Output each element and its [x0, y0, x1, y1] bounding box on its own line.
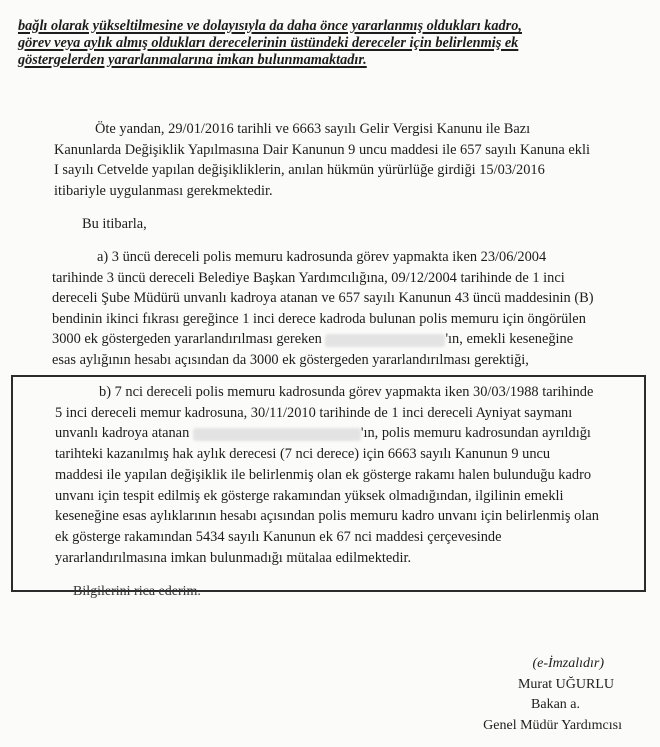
text-fragment: 'ın, emekli keseneğine: [445, 331, 574, 348]
text-line: 5 inci dereceli memur kadrosuna, 30/11/2010 tarihinde de 1 inci dereceli Ayniyat saymanı: [55, 404, 573, 421]
text-fragment: unvanlı kadroya atanan: [55, 425, 190, 442]
redacted-name: [325, 334, 445, 347]
signature-block: [475, 654, 622, 736]
text-line: göstergelerden yararlanmalarına imkan bulunmamaktadır.: [18, 52, 367, 68]
text-line: görev veya aylık almış oldukları derecelerinin üstündeki dereceler için belirlenmiş ek: [18, 35, 519, 51]
signer-title: Genel Müdür Yardımcısı: [483, 717, 622, 733]
text-line: b) 7 nci dereceli polis memuru kadrosunda görev yapmakta iken 30/03/1988 tarihinde: [99, 384, 594, 400]
text-fragment: 3000 ek göstergeden yararlandırılması gereken: [52, 331, 322, 348]
text-line: tarihteki kazanılmış hak aylık derecesi (7 nci derece) için 6663 sayılı Kanunun 9 uncu: [55, 446, 551, 463]
text-line: a) 3 üncü dereceli polis memuru kadrosunda görev yapmakta iken 23/06/2004: [97, 249, 547, 265]
text-line: tarihinde 3 üncü dereceli Belediye Başkan Yardımcılığına, 09/12/2004 tarihinde de 1 inci: [52, 269, 565, 286]
text-line: bağlı olarak yükseltilmesine ve dolayısıyla da daha önce yararlanmış oldukları kadro,: [18, 18, 522, 34]
text-line: dereceli Şube Müdürü unvanlı kadroya atanan ve 657 sayılı Kanunun 43 üncü maddesinin (B): [52, 290, 594, 307]
text-line: yararlandırılmasına imkan bulunmadığı mütalaa edilmektedir.: [55, 549, 412, 566]
closing-line: Bilgilerini rica ederim.: [73, 584, 201, 599]
text-line: unvanı için tespit edilmiş ek gösterge rakamından yüksek olmadığından, ilgilinin emekli: [55, 487, 564, 504]
text-line: I sayılı Cetvelde yapılan değişikliklerin, anılan hükmün yürürlüğe girdiği 15/03/2016: [54, 162, 545, 179]
text-line: [52, 329, 640, 350]
paragraph-b: [55, 382, 640, 568]
text-line: [55, 423, 640, 444]
text-fragment: 'ın, polis memuru kadrosundan ayrıldığı: [360, 425, 591, 442]
paragraph-bu-itibarla: Bu itibarla,: [82, 216, 147, 232]
on-behalf-line: Bakan a.: [531, 697, 580, 712]
text-line: ek gösterge rakamından 5434 sayılı Kanunun ek 67 nci maddesi çerçevesinde: [55, 528, 502, 545]
e-signed-note: (e-İmzalıdır): [532, 656, 604, 671]
text-line: esas aylığının hesabı açısından da 3000 ek göstergeden yararlandırılması gerektiği,: [52, 351, 529, 368]
text-line: Kanunlarda Değişiklik Yapılmasına Dair Kanunun 9 uncu maddesi ile 657 sayılı Kanuna ekli: [54, 141, 590, 158]
redacted-name: [193, 428, 361, 441]
text-line: maddesi ile yapılan değişiklik ile belirlenmiş olan ek gösterge rakamı halen bulunduğu kadro: [55, 466, 592, 483]
text-line: bendinin ikinci fıkrası gereğince 1 inci derece kadroda bulunan polis memuru için öngörülen: [52, 310, 586, 327]
text-line: itibariyle uygulanması gerekmektedir.: [54, 182, 273, 199]
paragraph-a: [52, 247, 640, 371]
paragraph-law-change: [54, 119, 640, 201]
text-line: keseneğine esas aylıklarının hesabı açısından polis memuru kadro unvanı için belirlenmiş olan: [55, 508, 599, 525]
text-line: Öte yandan, 29/01/2016 tarihli ve 6663 sayılı Gelir Vergisi Kanunu ile Bazı: [95, 121, 531, 137]
top-paragraph: [18, 18, 646, 69]
signer-name: Murat UĞURLU: [517, 676, 614, 692]
